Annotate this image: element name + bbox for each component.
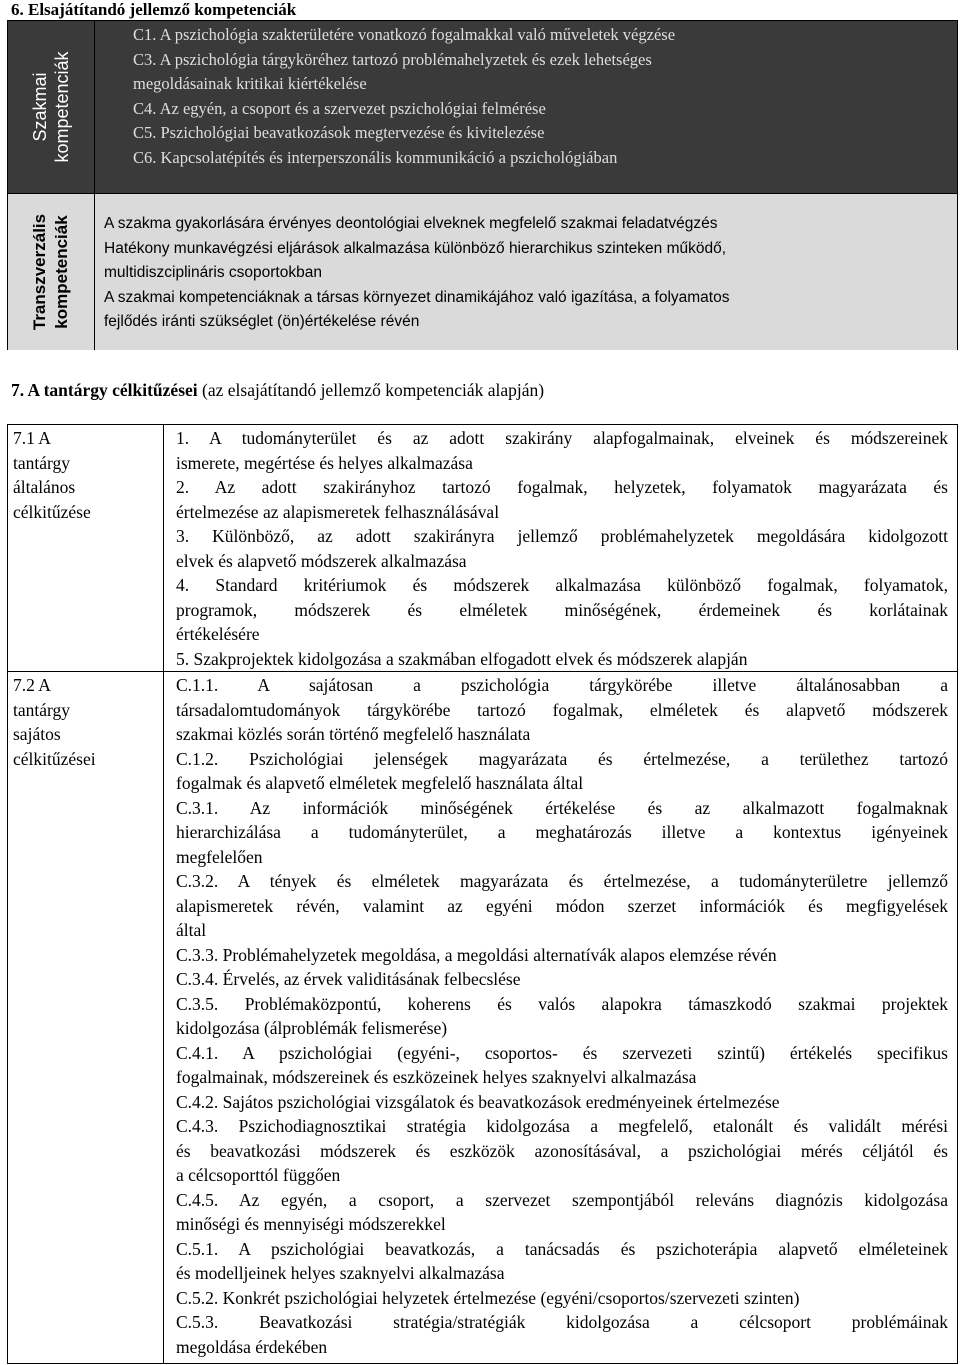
label-line: általános: [13, 477, 76, 497]
label-line: kompetenciák: [52, 51, 72, 163]
label-line: tantárgy: [13, 699, 71, 720]
objective-line: C.5.1. A pszichológiai beavatkozás, a tanácsadás és pszichoterápia alapvető elméleteinek: [176, 1238, 948, 1259]
label-line: tantárgy: [13, 452, 71, 473]
objective-line: 1. A tudományterület és az adott szakirány alapfogalmainak, elveinek és módszereinek: [176, 428, 948, 448]
objective-line: C.5.3. Beavatkozási stratégia/stratégiák kidolgozása a célcsoport problémáinak: [176, 1312, 948, 1332]
objective-line: megfelelően: [176, 846, 263, 867]
objective-line: 2. Az adott szakirányhoz tartozó fogalmak, helyzetek, folyamatok magyarázata és: [176, 477, 948, 497]
competency-line: megoldásainak kritikai kiértékelése: [133, 74, 367, 93]
objective-line: ismerete, megértése és helyes alkalmazása: [176, 452, 473, 473]
label-line: 7.2 A: [13, 675, 51, 695]
objective-line: C.3.4. Érvelés, az érvek validitásának felbecslése: [176, 969, 521, 989]
section-7-title-rest: (az elsajátítandó jellemző kompetenciák alapján): [197, 380, 545, 400]
label-line: sajátos: [13, 724, 61, 744]
objective-line: 4. Standard kritériumok és módszerek alkalmazása különböző fogalmak, folyamatok,: [176, 575, 948, 595]
objective-line: C.5.2. Konkrét pszichológiai helyzetek értelmezése (egyéni/csoportos/szervezeti szinten): [176, 1287, 800, 1308]
objective-line: megoldása érdekében: [176, 1336, 328, 1357]
objective-line: C.4.3. Pszichodiagnosztikai stratégia kidolgozása a megfelelő, etalonált és validált mérési: [176, 1116, 948, 1136]
competency-line: Hatékony munkavégzési eljárások alkalmazása különböző hierarchikus szinteken működő,: [104, 239, 727, 257]
objective-line: értelmezése az alapismeretek felhasználásával: [176, 501, 500, 522]
professional-competencies-label: [29, 51, 73, 162]
professional-competencies-list: [133, 23, 933, 170]
objective-line: C.1.2. Pszichológiai jelenségek magyarázata és értelmezése, a területhez tartozó: [176, 748, 948, 769]
objective-line: fogalmainak, módszereinek és eszközeinek helyes szaknyelvi alkalmazása: [176, 1067, 697, 1087]
transversal-competencies-row: [8, 193, 957, 350]
objective-line: C.4.2. Sajátos pszichológiai vizsgálatok és beavatkozások eredményeinek értelmezése: [176, 1091, 780, 1112]
objective-line: és modelljeinek helyes szaknyelvi alkalmazása: [176, 1263, 505, 1283]
objective-line: értékelésére: [176, 624, 260, 644]
competency-line: multidiszciplináris csoportokban: [104, 264, 322, 281]
competencies-table: [7, 20, 958, 350]
section-7-title-bold: 7. A tantárgy célkitűzései: [11, 380, 198, 400]
competency-line: A szakmai kompetenciáknak a társas környezet dinamikájához való igazítása, a folyamatos: [104, 288, 730, 306]
professional-competencies-label-cell: [8, 21, 95, 193]
transversal-competencies-list: [104, 212, 944, 335]
objective-line: és beavatkozási módszerek és eszközök azonosításával, a pszichológiai mérés céljától és: [176, 1140, 948, 1161]
competency-line: C3. A pszichológia tárgyköréhez tartozó problémahelyzetek és ezek lehetséges: [133, 49, 652, 69]
professional-competencies-row: [8, 21, 957, 193]
objective-line: C.3.3. Problémahelyzetek megoldása, a megoldási alternatívák alapos elemzése révén: [176, 944, 777, 965]
specific-objectives-label: [8, 672, 164, 1364]
objective-line: C.3.5. Problémaközpontú, koherens és valós alapokra támaszkodó szakmai projektek: [176, 993, 948, 1014]
section-6-title: 6. Elsajátítandó jellemző kompetenciák: [11, 0, 297, 19]
label-line: Szakmai: [30, 72, 50, 142]
general-objective-label: [8, 425, 164, 671]
label-line: Transzverzális: [30, 213, 49, 331]
competency-line: C4. Az egyén, a csoport és a szervezet pszichológiai felmérése: [133, 98, 546, 118]
objective-line: kidolgozása (álproblémák felismerése): [176, 1018, 448, 1038]
label-line: célkitűzései: [13, 748, 96, 769]
specific-objectives-row: [8, 671, 957, 1364]
competency-line: fejlődés iránti szükséglet (ön)értékelése révén: [104, 313, 420, 330]
objective-line: C.3.1. Az információk minőségének értékelése és az alkalmazott fogalmaknak: [176, 797, 948, 818]
specific-objectives-text: [176, 672, 948, 1359]
objective-line: által: [176, 920, 207, 940]
transversal-competencies-label: [29, 214, 73, 330]
objective-line: szakmai közlés során történő megfelelő használata: [176, 724, 531, 744]
objective-line: C.4.1. A pszichológiai (egyéni-, csoportos- és szervezeti szintű) értékelés specifikus: [176, 1042, 948, 1063]
transversal-competencies-label-cell: [8, 194, 95, 350]
objective-line: C.4.5. Az egyén, a csoport, a szervezet szempontjából releváns diagnózis kidolgozása: [176, 1189, 948, 1210]
objective-line: programok, módszerek és elméletek minőségének, érdemeinek és korlátainak: [176, 599, 948, 620]
objective-line: hierarchizálása a tudományterület, a meghatározás illetve a kontextus igényeinek: [176, 822, 948, 842]
objective-line: elvek és alapvető módszerek alkalmazása: [176, 550, 467, 571]
general-objective-text: [176, 425, 948, 671]
competency-line: A szakma gyakorlására érvényes deontológiai elveknek megfelelő szakmai feladatvégzés: [104, 215, 718, 232]
objectives-table: [7, 424, 958, 1364]
objective-line: a célcsoporttól függően: [176, 1165, 341, 1185]
objective-line: C.1.1. A sajátosan a pszichológia tárgykörébe illetve általánosabban a: [176, 675, 948, 695]
objective-line: fogalmak és alapvető elméletek megfelelő használata által: [176, 773, 584, 793]
objective-line: 5. Szakprojektek kidolgozása a szakmában elfogadott elvek és módszerek alapján: [176, 648, 748, 669]
label-line: célkitűzése: [13, 501, 91, 522]
competency-line: C5. Pszichológiai beavatkozások megtervezése és kivitelezése: [133, 123, 545, 142]
objective-line: 3. Különböző, az adott szakirányra jellemző problémahelyzetek megoldására kidolgozott: [176, 526, 948, 546]
competency-line: C1. A pszichológia szakterületére vonatkozó fogalmakkal való műveletek végzése: [133, 25, 676, 44]
competency-line: C6. Kapcsolatépítés és interperszonális kommunikáció a pszichológiában: [133, 147, 618, 167]
objective-line: minőségi és mennyiségi módszerekkel: [176, 1214, 446, 1234]
label-line: 7.1 A: [13, 428, 51, 448]
objective-line: C.3.2. A tények és elméletek magyarázata és értelmezése, a tudományterületre jellemző: [176, 871, 948, 891]
objective-line: alapismeretek révén, valamint az egyéni módon szerzet információk és megfigyelések: [176, 895, 948, 916]
section-7-title: [11, 379, 544, 401]
objective-line: társadalomtudományok tárgykörébe tartozó fogalmak, elméletek és alapvető módszerek: [176, 699, 948, 720]
label-line: kompetenciák: [52, 215, 71, 329]
general-objective-row: [8, 425, 957, 671]
